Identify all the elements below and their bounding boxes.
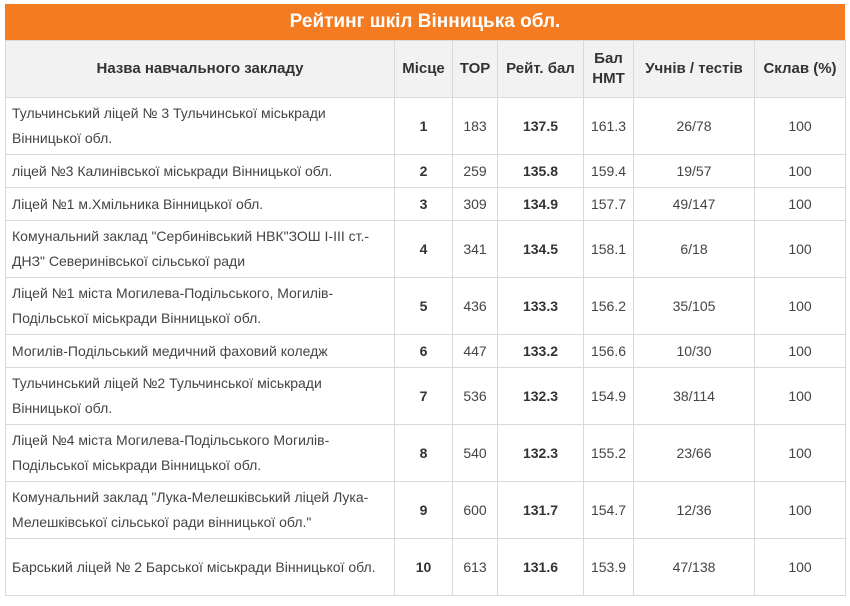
column-header-place[interactable]: Місце (395, 41, 453, 98)
students-cell: 23/66 (634, 425, 755, 482)
students-cell: 6/18 (634, 221, 755, 278)
pass-cell: 100 (755, 368, 846, 425)
top-cell: 183 (453, 98, 498, 155)
school-name: Ліцей №4 міста Могилева-Подільського Могилів-Подільської міськради Вінницької обл. (6, 425, 395, 482)
table-row (6, 98, 846, 155)
top-cell: 436 (453, 278, 498, 335)
schools-rating-table (5, 40, 846, 596)
nmt-cell: 156.6 (584, 335, 634, 368)
rating-cell: 134.5 (498, 221, 584, 278)
table-row (6, 425, 846, 482)
nmt-cell: 161.3 (584, 98, 634, 155)
rating-cell: 133.3 (498, 278, 584, 335)
place-cell: 8 (395, 425, 453, 482)
pass-cell: 100 (755, 425, 846, 482)
nmt-cell: 155.2 (584, 425, 634, 482)
place-cell: 2 (395, 155, 453, 188)
nmt-cell: 153.9 (584, 539, 634, 596)
column-header-students[interactable]: Учнів / тестів (634, 41, 755, 98)
students-cell: 47/138 (634, 539, 755, 596)
top-cell: 536 (453, 368, 498, 425)
pass-cell: 100 (755, 188, 846, 221)
school-name: Тульчинський ліцей № 3 Тульчинської міськради Вінницької обл. (6, 98, 395, 155)
pass-cell: 100 (755, 539, 846, 596)
table-header-row (6, 41, 846, 98)
rating-cell: 135.8 (498, 155, 584, 188)
rating-cell: 131.7 (498, 482, 584, 539)
school-name: Комунальний заклад "Лука-Мелешківський ліцей Лука-Мелешківської сільської ради вінницької обл." (6, 482, 395, 539)
table-row (6, 278, 846, 335)
table-row (6, 221, 846, 278)
school-name: Могилів-Подільський медичний фаховий коледж (6, 335, 395, 368)
table-row (6, 155, 846, 188)
column-header-top[interactable]: TOP (453, 41, 498, 98)
column-header-nmt-line1: Бал (594, 50, 623, 67)
rating-cell: 137.5 (498, 98, 584, 155)
pass-cell: 100 (755, 98, 846, 155)
column-header-pass[interactable]: Склав (%) (755, 41, 846, 98)
table-title: Рейтинг шкіл Вінницька обл. (5, 4, 845, 40)
column-header-nmt[interactable] (584, 41, 634, 98)
students-cell: 38/114 (634, 368, 755, 425)
table-row (6, 335, 846, 368)
top-cell: 447 (453, 335, 498, 368)
rating-cell: 133.2 (498, 335, 584, 368)
rating-cell: 134.9 (498, 188, 584, 221)
pass-cell: 100 (755, 278, 846, 335)
top-cell: 600 (453, 482, 498, 539)
school-name: ліцей №3 Калинівської міськради Вінницької обл. (6, 155, 395, 188)
students-cell: 10/30 (634, 335, 755, 368)
nmt-cell: 158.1 (584, 221, 634, 278)
nmt-cell: 154.9 (584, 368, 634, 425)
students-cell: 35/105 (634, 278, 755, 335)
students-cell: 12/36 (634, 482, 755, 539)
table-row (6, 188, 846, 221)
top-cell: 259 (453, 155, 498, 188)
students-cell: 19/57 (634, 155, 755, 188)
pass-cell: 100 (755, 482, 846, 539)
place-cell: 5 (395, 278, 453, 335)
school-name: Барський ліцей № 2 Барської міськради Вінницької обл. (6, 539, 395, 596)
pass-cell: 100 (755, 221, 846, 278)
students-cell: 49/147 (634, 188, 755, 221)
table-row (6, 482, 846, 539)
nmt-cell: 157.7 (584, 188, 634, 221)
table-row (6, 539, 846, 596)
column-header-rating[interactable]: Рейт. бал (498, 41, 584, 98)
place-cell: 6 (395, 335, 453, 368)
rating-cell: 132.3 (498, 368, 584, 425)
place-cell: 3 (395, 188, 453, 221)
students-cell: 26/78 (634, 98, 755, 155)
top-cell: 613 (453, 539, 498, 596)
school-name: Ліцей №1 м.Хмільника Вінницької обл. (6, 188, 395, 221)
column-header-nmt-line2: НМТ (592, 70, 625, 87)
nmt-cell: 159.4 (584, 155, 634, 188)
top-cell: 540 (453, 425, 498, 482)
place-cell: 10 (395, 539, 453, 596)
pass-cell: 100 (755, 335, 846, 368)
pass-cell: 100 (755, 155, 846, 188)
table-row (6, 368, 846, 425)
nmt-cell: 156.2 (584, 278, 634, 335)
rating-cell: 132.3 (498, 425, 584, 482)
school-name: Комунальний заклад "Сербинівський НВК"ЗОШ І-ІІІ ст.- ДНЗ" Северинівської сільської ради (6, 221, 395, 278)
school-name: Ліцей №1 міста Могилева-Подільського, Могилів-Подільської міськради Вінницької обл. (6, 278, 395, 335)
place-cell: 7 (395, 368, 453, 425)
rating-cell: 131.6 (498, 539, 584, 596)
top-cell: 341 (453, 221, 498, 278)
top-cell: 309 (453, 188, 498, 221)
column-header-name[interactable]: Назва навчального закладу (6, 41, 395, 98)
place-cell: 4 (395, 221, 453, 278)
nmt-cell: 154.7 (584, 482, 634, 539)
place-cell: 9 (395, 482, 453, 539)
rating-widget (5, 4, 845, 596)
place-cell: 1 (395, 98, 453, 155)
school-name: Тульчинський ліцей №2 Тульчинської міськради Вінницької обл. (6, 368, 395, 425)
